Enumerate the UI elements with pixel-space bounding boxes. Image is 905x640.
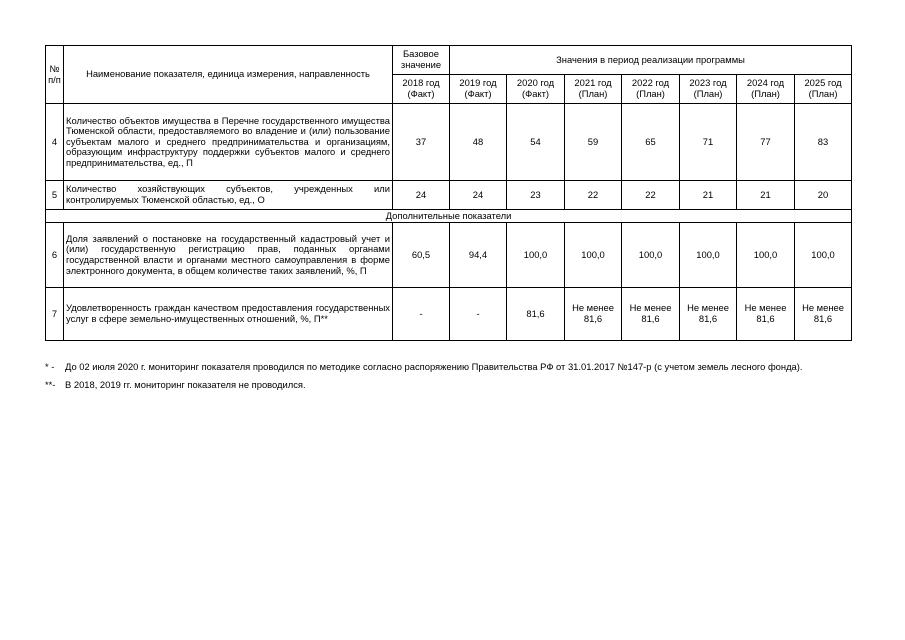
value-cell: 37 [393,104,450,181]
value-cell: 100,0 [795,223,852,288]
indicator-name: Удовлетворенность граждан качеством предоставления государственных услуг в сфере земельно-имущественных отношений, %, П** [64,288,393,341]
year-header: 2021 год (План) [565,75,622,104]
table-row [46,181,852,210]
footnote-mark: **- [45,378,56,390]
table-header-row [46,46,852,75]
value-cell: - [450,288,507,341]
value-cell: Не менее 81,6 [680,288,737,341]
value-cell: Не менее 81,6 [795,288,852,341]
value-cell: 24 [393,181,450,210]
header-base-value: Базовое значение [393,46,450,75]
footnote-text: В 2018, 2019 гг. мониторинг показателя не проводился. [65,378,306,390]
section-row [46,210,852,223]
value-cell: Не менее 81,6 [622,288,680,341]
value-cell: 48 [450,104,507,181]
value-cell: Не менее 81,6 [565,288,622,341]
year-header: 2022 год (План) [622,75,680,104]
value-cell: 94,4 [450,223,507,288]
value-cell: 21 [680,181,737,210]
section-title: Дополнительные показатели [46,210,852,223]
value-cell: 100,0 [507,223,565,288]
value-cell: Не менее 81,6 [737,288,795,341]
value-cell: 54 [507,104,565,181]
value-cell: 24 [450,181,507,210]
value-cell: 83 [795,104,852,181]
indicator-name: Количество хозяйствующих субъектов, учрежденных или контролируемых Тюменской областью, ед., О [64,181,393,210]
value-cell: 71 [680,104,737,181]
year-header: 2023 год (План) [680,75,737,104]
value-cell: 100,0 [622,223,680,288]
table-row [46,223,852,288]
year-header: 2024 год (План) [737,75,795,104]
value-cell: 23 [507,181,565,210]
header-number: № п/п [46,46,64,104]
value-cell: 60,5 [393,223,450,288]
footnote-text: До 02 июля 2020 г. мониторинг показателя проводился по методике согласно распоряжению Правительства РФ от 31.01.2017 №147-р (с учетом земель лесного фонда). [65,361,803,372]
year-header: 2019 год (Факт) [450,75,507,104]
header-period-values: Значения в период реализации программы [450,46,852,75]
table-row [46,104,852,181]
value-cell: 20 [795,181,852,210]
year-header: 2018 год (Факт) [393,75,450,104]
row-number: 6 [46,223,64,288]
footnote [45,377,855,393]
value-cell: 65 [622,104,680,181]
footnote-mark: * - [45,361,55,372]
value-cell: 77 [737,104,795,181]
value-cell: 22 [622,181,680,210]
indicator-name: Доля заявлений о постановке на государственный кадастровый учет и (или) государственную регистрацию прав, поданных органами государственной власти и органами местного самоуправления в форме электронного документа, в общем количестве таких заявлений, %, П [64,223,393,288]
row-number: 5 [46,181,64,210]
year-header: 2020 год (Факт) [507,75,565,104]
footnote [45,359,855,375]
value-cell: 100,0 [680,223,737,288]
value-cell: 22 [565,181,622,210]
value-cell: 81,6 [507,288,565,341]
value-cell: 100,0 [737,223,795,288]
indicator-name: Количество объектов имущества в Перечне государственного имущества Тюменской области, предоставляемого во владение и (или) пользование субъектам малого и среднего предпринимательства и организациям, образующим инфраструктуру поддержки субъектов малого и среднего предпринимательства, ед., П [64,104,393,181]
value-cell: 100,0 [565,223,622,288]
row-number: 7 [46,288,64,341]
year-header: 2025 год (План) [795,75,852,104]
header-indicator-name: Наименование показателя, единица измерения, направленность [64,46,393,104]
row-number: 4 [46,104,64,181]
value-cell: 21 [737,181,795,210]
indicators-table [45,45,852,341]
value-cell: - [393,288,450,341]
table-row [46,288,852,341]
value-cell: 59 [565,104,622,181]
footnotes [45,359,855,394]
